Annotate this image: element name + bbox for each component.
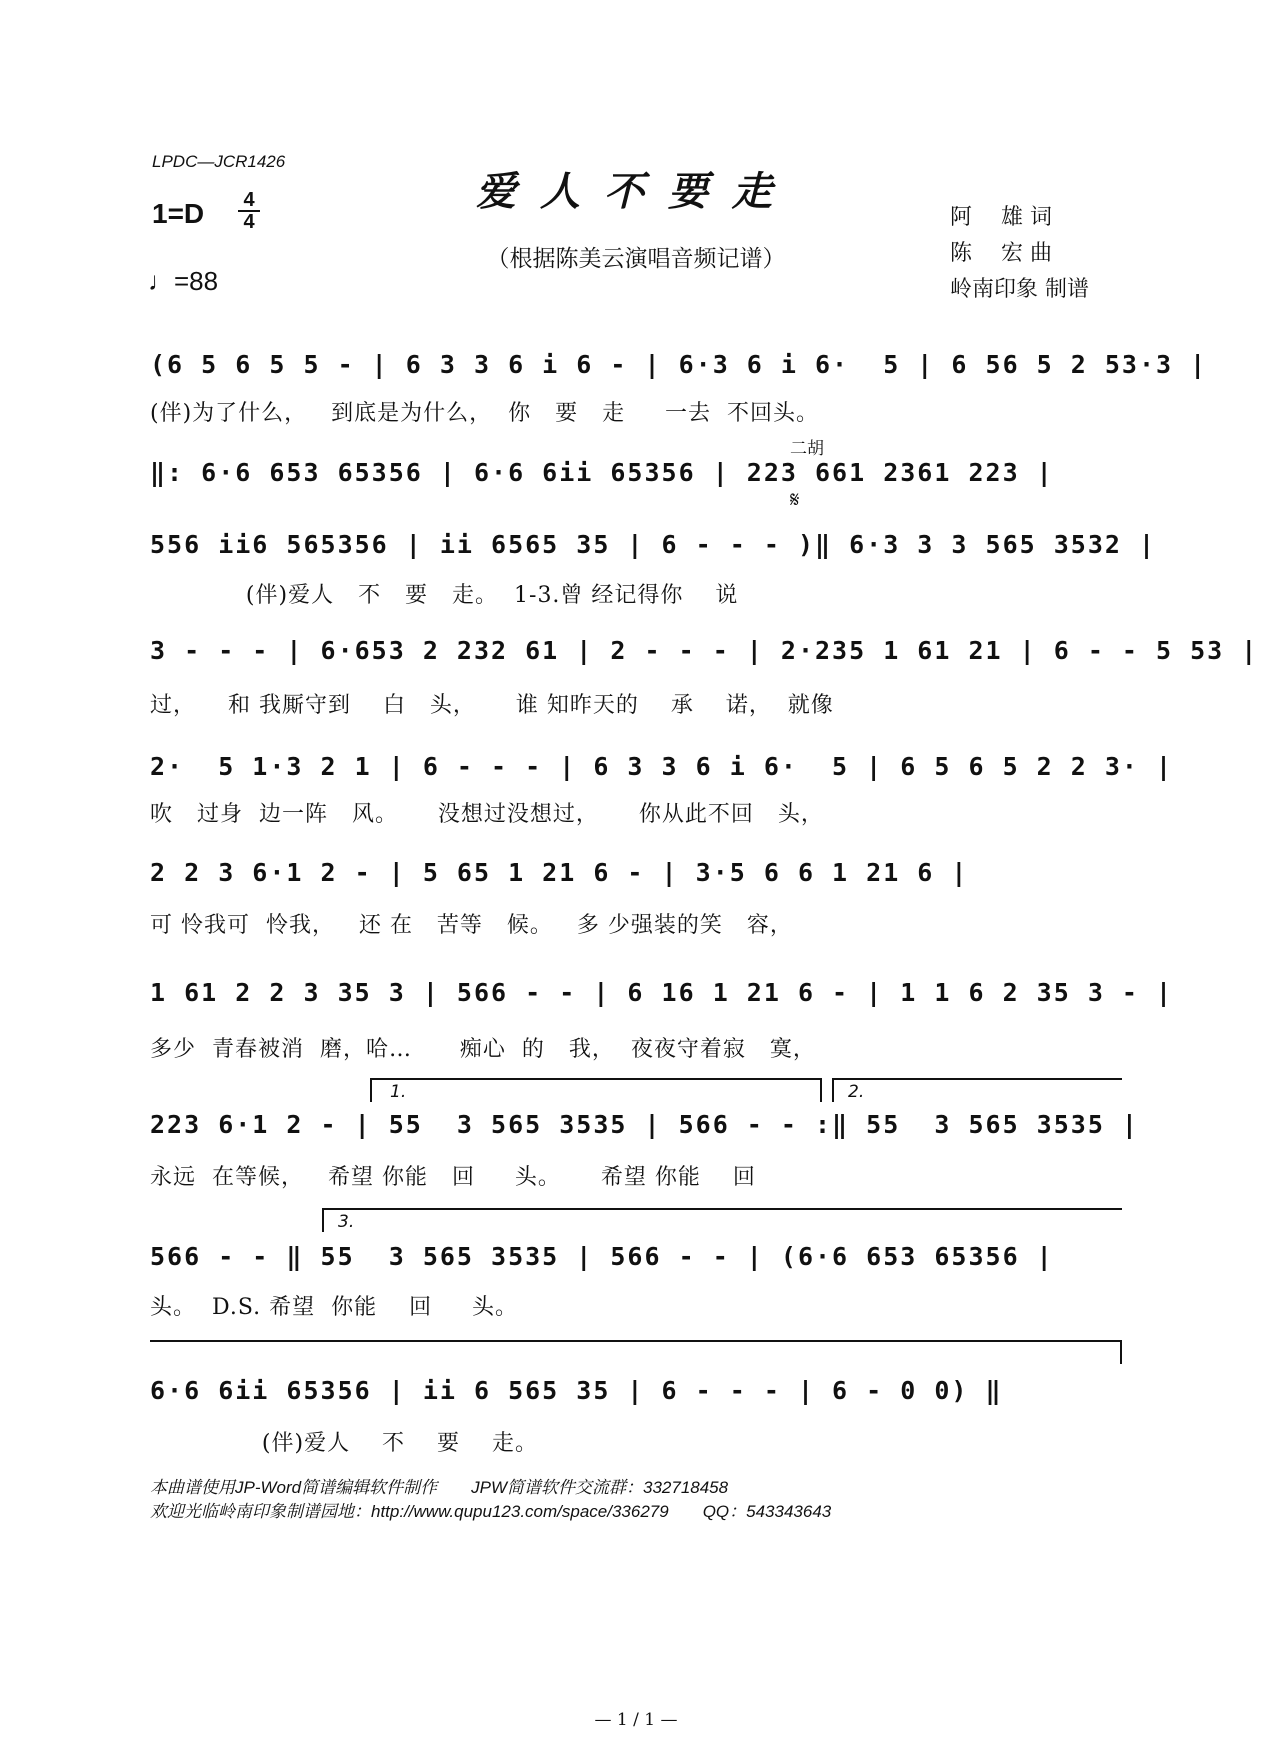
page-title: 爱人不要走 bbox=[476, 168, 796, 215]
ending-1-label: 1. bbox=[390, 1082, 407, 1102]
time-signature bbox=[238, 190, 260, 232]
ending-3-label: 3. bbox=[338, 1212, 355, 1232]
ending-2-bracket bbox=[832, 1078, 1122, 1080]
system-3-lyrics: (伴)爱人 不 要 走。 1-3.曾 经记得你 说 bbox=[150, 583, 739, 608]
footer-software-line: 本曲谱使用JP-Word简谱编辑软件制作 JPW简谱软件交流群：332718458 bbox=[150, 1478, 729, 1497]
system-7-lyrics: 多少 青春被消 磨，哈… 痴心 的 我， 夜夜守着寂 寞， bbox=[150, 1037, 816, 1062]
footer bbox=[150, 1476, 831, 1524]
system-4-notes: 3 - - - | 6·653 2 232 61 | 2 - - - | 2·235 1 61 21 | 6 - - 5 53 | bbox=[150, 636, 1259, 665]
composer-credit: 陈 宏 曲 bbox=[950, 241, 1052, 266]
transcriber-credit: 岭南印象 制谱 bbox=[950, 277, 1089, 302]
ending-2-bracket-left bbox=[832, 1078, 834, 1102]
system-3-notes: 556 ii6 565356 | ii 6565 35 | 6 - - - )‖ 6·3 3 3 565 3532 | bbox=[150, 530, 1157, 559]
system-6-lyrics: 可 怜我可 怜我， 还 在 苦等 候。 多 少强装的笑 容， bbox=[150, 913, 793, 938]
system-9-lyrics: 头。 D.S. 希望 你能 回 头。 bbox=[150, 1295, 519, 1320]
tempo-marking: ♩=88 bbox=[148, 266, 219, 296]
system-10-lyrics: (伴)爱人 不 要 走。 bbox=[150, 1431, 538, 1456]
closing-bracket bbox=[150, 1340, 1122, 1342]
key-signature: 1=D bbox=[152, 198, 205, 229]
segno-icon: 𝄋 bbox=[790, 488, 800, 513]
ending-1-bracket-left bbox=[370, 1078, 372, 1102]
ending-3-bracket-left bbox=[322, 1208, 324, 1232]
subtitle: （根据陈美云演唱音频记谱） bbox=[486, 246, 786, 272]
system-6-notes: 2 2 3 6·1 2 - | 5 65 1 21 6 - | 3·5 6 6 1 21 6 | bbox=[150, 858, 969, 887]
erhu-marker: 二胡 bbox=[790, 439, 824, 459]
system-5-lyrics: 吹 过身 边一阵 风。 没想过没想过， 你从此不回 头， bbox=[150, 802, 824, 827]
lyricist-credit: 阿 雄 词 bbox=[950, 205, 1052, 230]
score-code: LPDC—JCR1426 bbox=[152, 152, 286, 171]
ending-1-bracket bbox=[370, 1078, 822, 1080]
system-8-lyrics: 永远 在等候， 希望 你能 回 头。 希望 你能 回 bbox=[150, 1165, 756, 1190]
ending-3-bracket bbox=[322, 1208, 1122, 1210]
system-1-notes: (6 5 6 5 5 - | 6 3 3 6 i 6 - | 6·3 6 i 6· 5 | 6 56 5 2 53·3 | bbox=[150, 350, 1208, 379]
system-8-notes: 223 6·1 2 - | 55 3 565 3535 | 566 - - :‖ 55 3 565 3535 | bbox=[150, 1110, 1139, 1139]
system-7-notes: 1 61 2 2 3 35 3 | 566 - - | 6 16 1 21 6 - | 1 1 6 2 35 3 - | bbox=[150, 978, 1174, 1007]
time-signature-bottom: 4 bbox=[238, 210, 260, 232]
system-1-lyrics: (伴)为了什么， 到底是为什么， 你 要 走 一去 不回头。 bbox=[150, 401, 820, 426]
credits bbox=[950, 200, 1089, 308]
system-2-notes: ‖: 6·6 653 65356 | 6·6 6ii 65356 | 223 661 2361 223 | bbox=[150, 458, 1054, 487]
system-4-lyrics: 过， 和 我厮守到 白 头， 谁 知昨天的 承 诺， 就像 bbox=[150, 693, 834, 718]
system-5-notes: 2· 5 1·3 2 1 | 6 - - - | 6 3 3 6 i 6· 5 | 6 5 6 5 2 2 3· | bbox=[150, 752, 1174, 781]
system-9-notes: 566 - - ‖ 55 3 565 3535 | 566 - - | (6·6 653 65356 | bbox=[150, 1242, 1054, 1271]
ending-1-bracket-right bbox=[820, 1078, 822, 1102]
page-number: — 1 / 1 — bbox=[594, 1710, 678, 1730]
ending-2-label: 2. bbox=[848, 1082, 865, 1102]
system-10-notes: 6·6 6ii 65356 | ii 6 565 35 | 6 - - - | 6 - 0 0) ‖ bbox=[150, 1376, 1003, 1405]
closing-bracket-right bbox=[1120, 1340, 1122, 1364]
footer-website-line: 欢迎光临岭南印象制谱园地：http://www.qupu123.com/space/336279 QQ：543343643 bbox=[150, 1502, 832, 1521]
time-signature-top: 4 bbox=[243, 189, 255, 211]
